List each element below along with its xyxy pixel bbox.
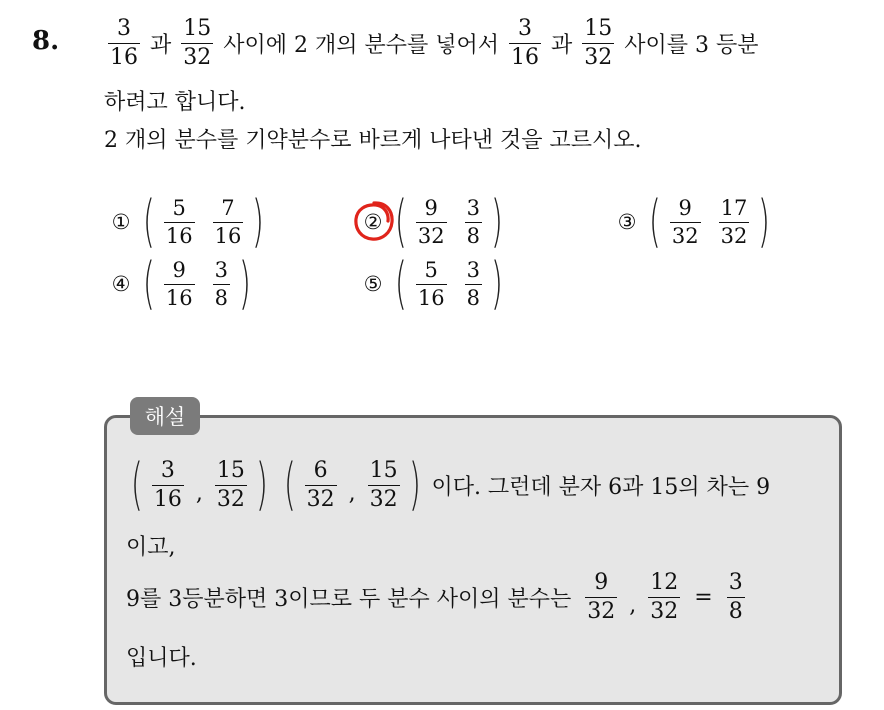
comma: , [348,481,356,506]
denominator: 32 [671,223,699,248]
denominator: 8 [728,598,743,624]
numerator: 3 [466,195,480,220]
numerator: 5 [172,195,186,220]
left-paren: ( [394,189,407,254]
solution-line-2: 이고, [126,534,176,560]
numerator: 5 [424,257,438,282]
fraction [181,15,213,70]
comma: , [195,481,203,506]
fraction [416,257,447,310]
denominator: 16 [214,223,242,248]
denominator: 16 [165,223,193,248]
fraction [648,569,680,624]
conjunction-text: 과 [150,32,172,58]
fraction [368,457,400,512]
denominator: 8 [466,223,480,248]
fraction [305,457,337,512]
fraction [465,195,482,248]
fraction [108,15,140,70]
fraction [164,195,195,248]
numerator: 3 [214,257,228,282]
right-paren: ) [255,452,268,517]
choice-number: ③ [617,210,637,234]
numerator: 9 [424,195,438,220]
question-line-3: 2 개의 분수를 기약분수로 바르게 나타낸 것을 고르시오. [104,127,642,153]
right-paren: ) [408,452,421,517]
denominator: 16 [417,285,445,310]
answer-circle-mark-icon [352,199,396,243]
numerator: 6 [313,457,328,483]
numerator: 7 [221,195,235,220]
numerator: 9 [594,569,609,595]
choice-1[interactable] [104,189,269,254]
fraction [727,569,745,624]
equals-sign: = [694,584,713,610]
denominator: 16 [165,285,193,310]
left-paren: ( [130,452,143,517]
question-number: 8. [32,26,60,56]
numerator: 9 [172,257,186,282]
right-paren: ) [252,189,265,254]
conjunction-text: 과 [551,32,573,58]
fraction [416,195,447,248]
right-paren: ) [490,251,503,316]
solution-line-4: 입니다. [126,645,197,671]
fraction [213,195,244,248]
solution-text: 9를 3등분하면 3이므로 두 분수 사이의 분수는 [126,586,572,612]
fraction [585,569,617,624]
denominator: 16 [511,44,540,70]
solution-text: 이다. 그런데 분자 6과 15의 차는 9 [431,474,771,500]
question-line-1 [104,8,765,78]
numerator: 3 [518,15,533,41]
denominator: 32 [584,44,613,70]
question-line-2: 하려고 합니다. [104,89,246,115]
numerator: 15 [584,15,613,41]
denominator: 32 [369,486,398,512]
fraction [213,257,230,310]
denominator: 32 [306,486,335,512]
fraction [509,15,541,70]
right-paren: ) [758,189,771,254]
fraction [465,257,482,310]
numerator: 15 [369,457,398,483]
denominator: 32 [587,598,616,624]
solution-tag: 해설 [130,397,200,435]
question-text: 사이에 2 개의 분수를 넣어서 [223,32,500,58]
choice-number: ① [111,210,131,234]
denominator: 32 [216,486,245,512]
left-paren: ( [142,251,155,316]
numerator: 15 [183,15,212,41]
fraction [215,457,247,512]
fraction [164,257,195,310]
left-paren: ( [142,189,155,254]
denominator: 32 [650,598,679,624]
numerator: 9 [678,195,692,220]
choice-number: ④ [111,272,131,296]
solution-line-1 [126,450,776,520]
left-paren: ( [648,189,661,254]
solution-line-3 [126,562,749,632]
fraction [719,195,750,248]
numerator: 3 [117,15,131,41]
right-paren: ) [238,251,251,316]
question-text: 사이를 3 등분 [624,32,759,58]
numerator: 12 [650,569,679,595]
denominator: 16 [110,44,138,70]
choice-5[interactable] [356,251,508,316]
denominator: 32 [417,223,445,248]
numerator: 15 [216,457,245,483]
right-paren: ) [490,189,503,254]
fraction [152,457,184,512]
denominator: 8 [466,285,480,310]
left-paren: ( [283,452,296,517]
denominator: 8 [214,285,228,310]
comma: , [629,593,637,618]
numerator: 3 [728,569,743,595]
numerator: 3 [466,257,480,282]
choice-4[interactable] [104,251,256,316]
denominator: 16 [153,486,182,512]
numerator: 17 [720,195,748,220]
numerator: 3 [160,457,175,483]
choice-3[interactable] [610,189,775,254]
choice-number: ② [363,210,383,234]
denominator: 32 [720,223,748,248]
fraction [582,15,614,70]
fraction [670,195,701,248]
left-paren: ( [394,251,407,316]
choice-number: ⑤ [363,272,383,296]
denominator: 32 [183,44,212,70]
